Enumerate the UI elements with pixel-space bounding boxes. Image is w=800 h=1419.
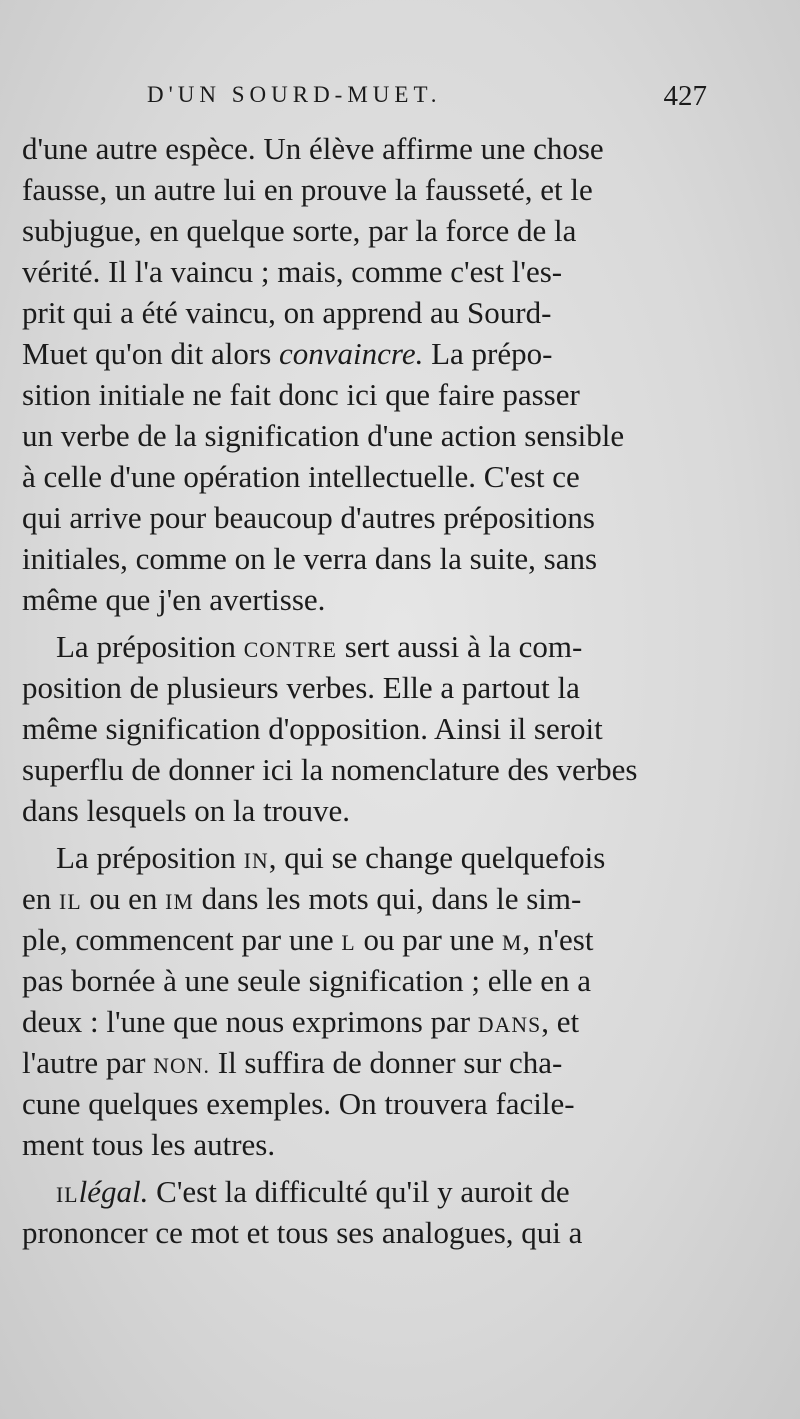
- text-run: en: [22, 881, 60, 916]
- text-run: ple, commencent par une: [22, 922, 342, 957]
- text-line: sition initiale ne fait donc ici que faire passer: [22, 377, 580, 412]
- text-line: d'une autre espèce. Un élève affirme une chose: [22, 131, 604, 166]
- text-line: un verbe de la signification d'une action sensible: [22, 418, 625, 453]
- text-run: ou par une: [355, 922, 503, 957]
- text-line: fausse, un autre lui en prouve la fausseté, et le: [22, 172, 593, 207]
- small-caps-word: IN: [243, 849, 269, 873]
- text-run: l'autre par: [22, 1045, 154, 1080]
- text-run: deux : l'une que nous exprimons par: [22, 1004, 478, 1039]
- body-text: [22, 128, 702, 1253]
- text-line: [22, 626, 702, 667]
- text-line: [22, 333, 702, 374]
- italic-word: convaincre.: [279, 336, 424, 371]
- text-run: C'est la difficulté qu'il y auroit de: [148, 1174, 570, 1209]
- small-caps-word: DANS: [477, 1013, 542, 1037]
- text-line: superflu de donner ici la nomenclature des verbes: [22, 752, 638, 787]
- small-caps-word: L: [341, 931, 356, 955]
- text-line: [22, 1001, 702, 1042]
- text-run: La préposition: [56, 629, 244, 664]
- small-caps-word: CONTRE: [243, 638, 337, 662]
- text-line: position de plusieurs verbes. Elle a partout la: [22, 670, 580, 705]
- text-line: [22, 1171, 702, 1212]
- text-line: initiales, comme on le verra dans la suite, sans: [22, 541, 598, 576]
- text-line: subjugue, en quelque sorte, par la force de la: [22, 213, 577, 248]
- small-caps-word: NON.: [153, 1054, 210, 1078]
- text-line: [22, 1042, 702, 1083]
- page-number: 427: [663, 80, 707, 112]
- text-line: cune quelques exemples. On trouvera facile-: [22, 1086, 575, 1121]
- small-caps-word: IL: [56, 1183, 79, 1207]
- text-run: , n'est: [522, 922, 594, 957]
- text-run: Il suffira de donner sur cha-: [210, 1045, 563, 1080]
- small-caps-word: IM: [165, 890, 194, 914]
- page-header: [95, 82, 710, 122]
- text-line: prit qui a été vaincu, on apprend au Sourd-: [22, 295, 552, 330]
- running-title: D'UN SOURD-MUET.: [147, 82, 442, 107]
- text-line: qui arrive pour beaucoup d'autres prépositions: [22, 500, 595, 535]
- text-line: vérité. Il l'a vaincu ; mais, comme c'est l'es-: [22, 254, 563, 289]
- small-caps-word: M: [502, 931, 523, 955]
- text-run: , et: [541, 1004, 580, 1039]
- text-run: Muet qu'on dit alors: [22, 336, 280, 371]
- text-line: même que j'en avertisse.: [22, 582, 326, 617]
- text-run: La prépo-: [423, 336, 553, 371]
- text-line: même signification d'opposition. Ainsi il seroit: [22, 711, 603, 746]
- text-line: prononcer ce mot et tous ses analogues, qui a: [22, 1215, 583, 1250]
- text-run: sert aussi à la com-: [336, 629, 583, 664]
- text-line: dans lesquels on la trouve.: [22, 793, 351, 828]
- text-line: ment tous les autres.: [22, 1127, 276, 1162]
- text-run: La préposition: [56, 840, 244, 875]
- italic-word: légal.: [78, 1174, 149, 1209]
- text-run: dans les mots qui, dans le sim-: [193, 881, 582, 916]
- text-line: à celle d'une opération intellectuelle. C'est ce: [22, 459, 580, 494]
- text-line: pas bornée à une seule signification ; elle en a: [22, 963, 591, 998]
- text-run: , qui se change quelquefois: [268, 840, 606, 875]
- text-line: [22, 878, 702, 919]
- small-caps-word: IL: [59, 890, 82, 914]
- text-line: [22, 919, 702, 960]
- text-line: [22, 837, 702, 878]
- text-run: ou en: [81, 881, 166, 916]
